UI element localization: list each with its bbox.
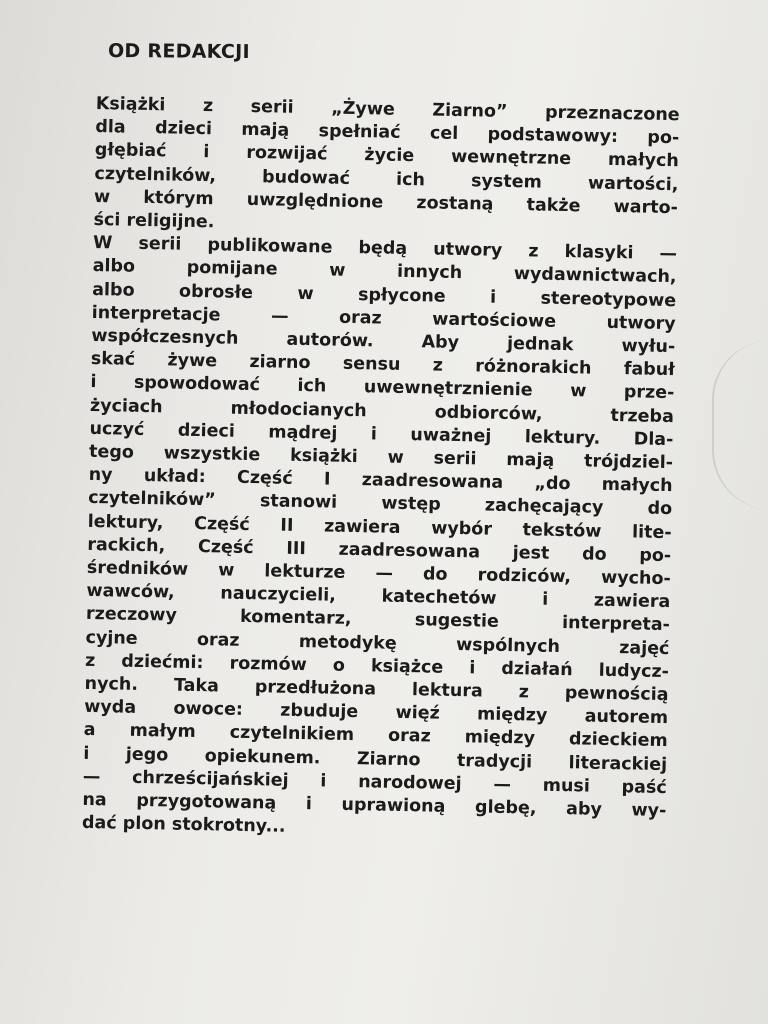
section-heading: OD REDAKCJI <box>107 40 250 63</box>
text-line: lektury, Część II zawiera wybór tekstów lite- <box>87 511 672 543</box>
text-line: współczesnych autorów. Aby jednak wyłu- <box>91 325 676 358</box>
text-line: wyda owoce: zbuduje więź między autorem <box>84 697 669 729</box>
text-line: rackich, Część III zaadresowana jest do po- <box>87 534 672 566</box>
text-line: cyjne oraz metodykę wspólnych zajęć <box>85 627 670 659</box>
text-line: średników w lekturze — do rodziców, wycho- <box>86 557 671 590</box>
text-line: na przygotowaną i uprawioną glebę, aby wy- <box>82 789 667 822</box>
paper-fold-mark <box>712 340 768 510</box>
text-line: a małym czytelnikiem oraz między dzieckiem <box>83 720 668 752</box>
text-line: — chrześcijańskiej i narodowej — musi paść <box>82 766 667 798</box>
text-line: dać plon stokrotny... <box>81 813 286 838</box>
text-line: albo pomijane w innych wydawnictwach, <box>92 256 677 288</box>
text-line: i jego opiekunem. Ziarno tradycji literackiej <box>83 743 668 775</box>
editorial-text <box>82 93 680 847</box>
text-line: głębiać i rozwijać życie wewnętrzne małych <box>94 140 679 172</box>
text-line: skać żywe ziarno sensu z różnorakich fabuł <box>90 349 675 381</box>
text-line: rzeczowy komentarz, sugestie interpreta- <box>85 604 671 636</box>
text-line: w którym uwzględnione zostaną także warto- <box>93 186 679 219</box>
text-line: uczyć dzieci mądrej i uważnej lektury. Dla- <box>89 418 674 450</box>
text-line: ny układ: Część I zaadresowana „do małych <box>88 465 673 497</box>
text-line: albo obrosłe w spłycone i stereotypowe <box>92 279 677 311</box>
text-line: tego wszystkie książki w serii mają trójdziel- <box>88 441 674 474</box>
text-line: interpretacje — oraz wartościowe utwory <box>91 302 676 334</box>
text-line: z dziećmi: rozmów o książce i działań ludycz- <box>84 650 670 682</box>
text-line: życiach młodocianych odbiorców, trzeba <box>89 395 675 427</box>
text-line: nych. Taka przedłużona lektura z pewnością <box>84 673 669 706</box>
text-line: W serii publikowane będą utwory z klasyki — <box>92 233 678 265</box>
text-line: i spowodować ich uwewnętrznienie w prze- <box>90 372 675 404</box>
text-line: Książki z serii „Żywe Ziarno” przeznaczone <box>95 93 680 126</box>
text-line: wawców, nauczycieli, katechetów i zawiera <box>86 581 671 613</box>
text-line: czytelników, budować ich system wartości, <box>94 163 679 195</box>
text-line: ści religijne. <box>93 209 215 233</box>
text-line: czytelników” stanowi wstęp zachęcający do <box>88 488 673 520</box>
text-line: dla dzieci mają spełniać cel podstawowy: po- <box>95 117 680 149</box>
